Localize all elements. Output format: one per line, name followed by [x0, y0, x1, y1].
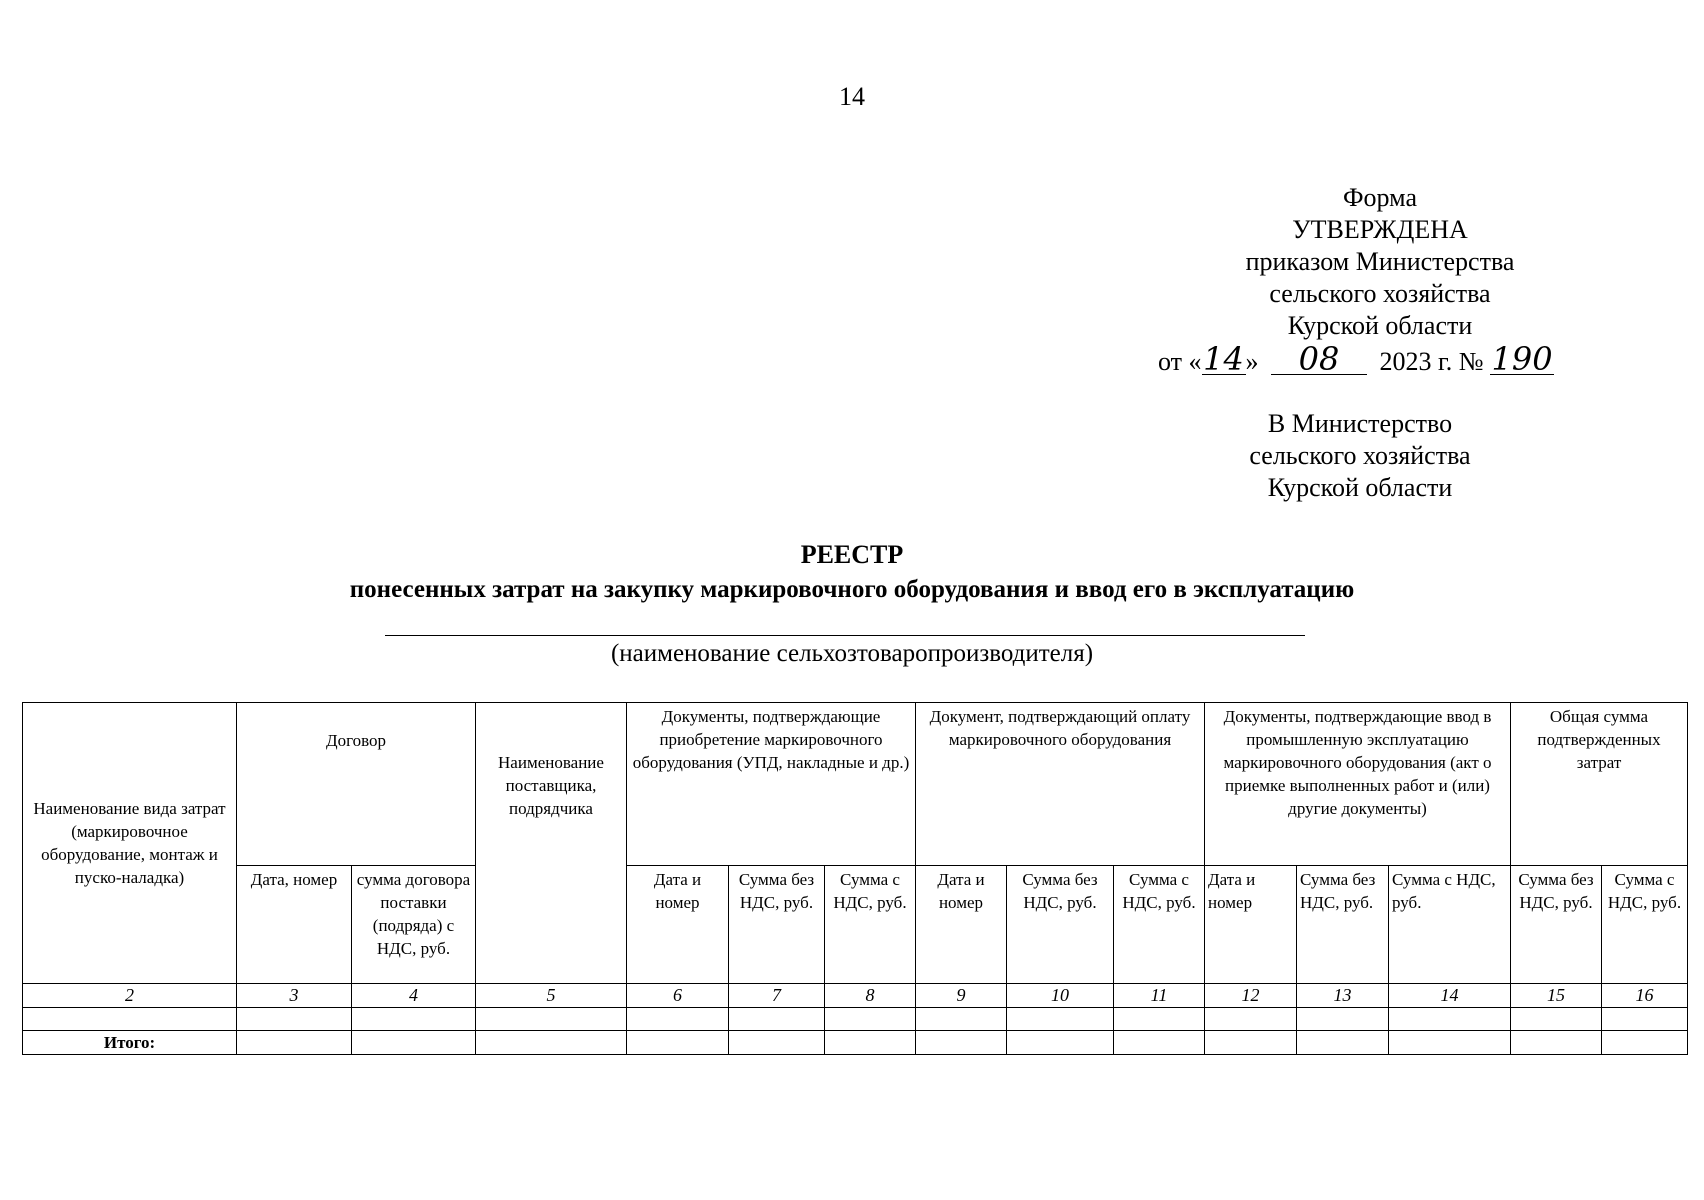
- total-cell[interactable]: [352, 1031, 476, 1055]
- total-cell[interactable]: [1297, 1031, 1389, 1055]
- subheader-col-10: Сумма без НДС, руб.: [1007, 866, 1114, 984]
- column-number: 10: [1007, 984, 1114, 1008]
- date-close: »: [1245, 347, 1259, 376]
- column-number-row: [23, 984, 1688, 1008]
- addressee-line: сельского хозяйства: [1249, 441, 1471, 470]
- handwritten-month: 08: [1271, 344, 1367, 375]
- column-number: 2: [23, 984, 237, 1008]
- header-commissioning-docs: Документы, подтверждающие ввод в промышленную эксплуатацию маркировочного оборудования (акт о приемке выполненных работ и (или) другие документы): [1205, 703, 1511, 866]
- subheader-col-4: сумма договора поставки (подряда) с НДС, руб.: [352, 866, 476, 984]
- total-cell[interactable]: [1602, 1031, 1688, 1055]
- handwritten-day: 14: [1203, 340, 1244, 378]
- total-cell[interactable]: [916, 1031, 1007, 1055]
- addressee-block: [1200, 408, 1520, 504]
- approval-line: Курской области: [1287, 311, 1473, 340]
- subheader-col-8: Сумма с НДС, руб.: [825, 866, 916, 984]
- column-number: 6: [627, 984, 729, 1008]
- approval-date: [1158, 340, 1554, 378]
- header-total-costs: Общая сумма подтвержденных затрат: [1511, 703, 1688, 866]
- subheader-col-6: Дата и номер: [627, 866, 729, 984]
- header-cost-type: Наименование вида затрат (маркировочное оборудование, монтаж и пуско-наладка): [23, 703, 237, 984]
- approval-line: Форма: [1343, 183, 1417, 212]
- total-cell[interactable]: [1389, 1031, 1511, 1055]
- column-number: 9: [916, 984, 1007, 1008]
- total-cell[interactable]: [825, 1031, 916, 1055]
- table-cell[interactable]: [1205, 1008, 1297, 1031]
- total-label: Итого:: [23, 1031, 237, 1055]
- subheader-col-9: Дата и номер: [916, 866, 1007, 984]
- subheader-col-16: Сумма с НДС, руб.: [1602, 866, 1688, 984]
- subheader-col-11: Сумма с НДС, руб.: [1114, 866, 1205, 984]
- subheader-col-15: Сумма без НДС, руб.: [1511, 866, 1602, 984]
- year-text: 2023 г. №: [1379, 347, 1484, 376]
- producer-name-field[interactable]: [385, 635, 1305, 636]
- subheader-col-13: Сумма без НДС, руб.: [1297, 866, 1389, 984]
- approval-line: приказом Министерства: [1245, 247, 1515, 276]
- column-number: 7: [729, 984, 825, 1008]
- header-payment-doc: Документ, подтверждающий оплату маркировочного оборудования: [916, 703, 1205, 866]
- producer-caption: (наименование сельхозтоваропроизводителя): [610, 640, 1094, 667]
- table-row: [23, 1008, 1688, 1031]
- subheader-col-3: Дата, номер: [237, 866, 352, 984]
- total-cell[interactable]: [627, 1031, 729, 1055]
- total-cell[interactable]: [237, 1031, 352, 1055]
- table-cell[interactable]: [1511, 1008, 1602, 1031]
- column-number: 11: [1114, 984, 1205, 1008]
- table-cell[interactable]: [1297, 1008, 1389, 1031]
- table-cell[interactable]: [1602, 1008, 1688, 1031]
- total-cell[interactable]: [476, 1031, 627, 1055]
- table-cell[interactable]: [729, 1008, 825, 1031]
- subheader-col-14: Сумма с НДС, руб.: [1389, 866, 1511, 984]
- subheader-col-7: Сумма без НДС, руб.: [729, 866, 825, 984]
- document-subtitle: понесенных затрат на закупку маркировочного оборудования и ввод его в эксплуатацию: [349, 576, 1355, 603]
- table-cell[interactable]: [1114, 1008, 1205, 1031]
- table-cell[interactable]: [352, 1008, 476, 1031]
- header-supplier: Наименование поставщика, подрядчика: [476, 703, 627, 984]
- total-cell[interactable]: [1205, 1031, 1297, 1055]
- addressee-line: В Министерство: [1267, 409, 1453, 438]
- handwritten-order-number: 190: [1491, 340, 1553, 378]
- total-cell[interactable]: [1007, 1031, 1114, 1055]
- header-contract: Договор: [237, 703, 476, 866]
- column-number: 5: [476, 984, 627, 1008]
- table-cell[interactable]: [1007, 1008, 1114, 1031]
- column-number: 4: [352, 984, 476, 1008]
- column-number: 3: [237, 984, 352, 1008]
- page-number: 14: [839, 82, 865, 111]
- subheader-col-12: Дата и номер: [1205, 866, 1297, 984]
- total-row: [23, 1031, 1688, 1055]
- table-cell[interactable]: [916, 1008, 1007, 1031]
- table-cell[interactable]: [825, 1008, 916, 1031]
- column-number: 14: [1389, 984, 1511, 1008]
- total-cell[interactable]: [1511, 1031, 1602, 1055]
- table-cell[interactable]: [476, 1008, 627, 1031]
- approval-block: [1100, 182, 1660, 342]
- table-cell[interactable]: [1389, 1008, 1511, 1031]
- approval-line: УТВЕРЖДЕНА: [1292, 215, 1468, 244]
- header-purchase-docs: Документы, подтверждающие приобретение маркировочного оборудования (УПД, накладные и др.): [627, 703, 916, 866]
- date-prefix: от «: [1158, 347, 1202, 376]
- table-cell[interactable]: [23, 1008, 237, 1031]
- column-number: 12: [1205, 984, 1297, 1008]
- total-cell[interactable]: [1114, 1031, 1205, 1055]
- column-number: 16: [1602, 984, 1688, 1008]
- table-cell[interactable]: [627, 1008, 729, 1031]
- column-number: 13: [1297, 984, 1389, 1008]
- addressee-line: Курской области: [1267, 473, 1453, 502]
- total-cell[interactable]: [729, 1031, 825, 1055]
- approval-line: сельского хозяйства: [1269, 279, 1491, 308]
- column-number: 15: [1511, 984, 1602, 1008]
- table-cell[interactable]: [237, 1008, 352, 1031]
- document-title: РЕЕСТР: [800, 540, 904, 569]
- registry-table: [22, 702, 1688, 1055]
- column-number: 8: [825, 984, 916, 1008]
